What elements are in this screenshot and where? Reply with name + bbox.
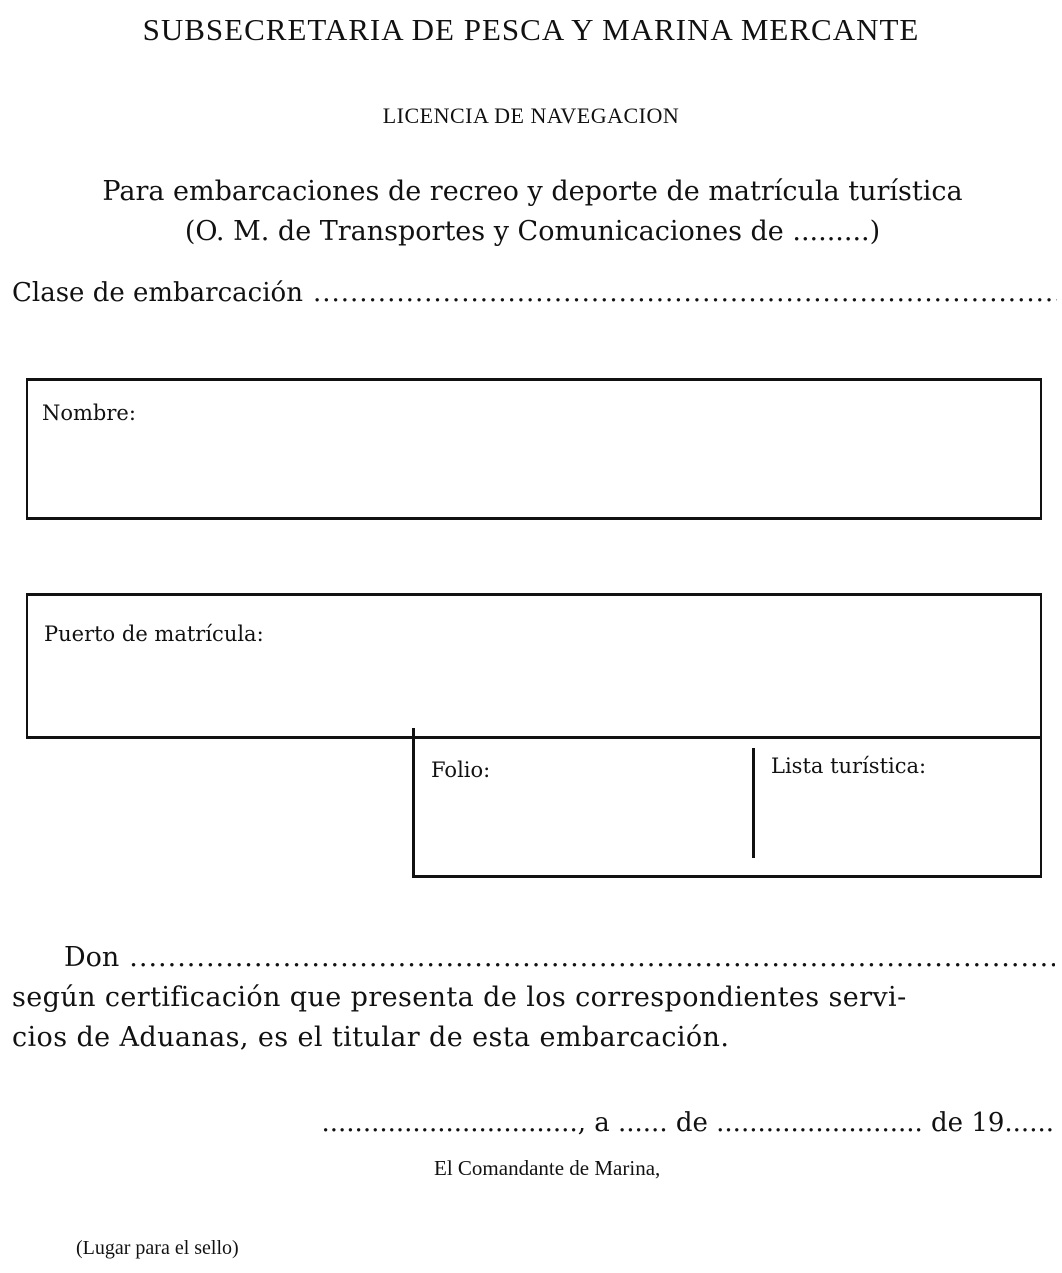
declaration-line-1: según certificación que presenta de los correspondientes servi-: [12, 982, 907, 1013]
puerto-label: Puerto de matrícula:: [44, 622, 264, 646]
date-line: ..............................., a ...... de ......................... de 19......: [321, 1108, 1054, 1138]
puerto-box: [26, 593, 1042, 739]
puerto-box-right-edge: [1040, 593, 1042, 728]
lista-label: Lista turística:: [771, 754, 927, 778]
folio-lista-box: [412, 728, 1042, 878]
intro-line-1: Para embarcaciones de recreo y deporte de matrícula turística: [102, 176, 963, 207]
document-subtitle: LICENCIA DE NAVEGACION: [382, 103, 680, 128]
seal-placeholder: (Lugar para el sello): [76, 1237, 239, 1259]
clase-label: Clase de embarcación: [12, 278, 303, 308]
don-label: Don: [64, 942, 120, 973]
intro-line-2: (O. M. de Transportes y Comunicaciones de .........): [184, 216, 881, 247]
document-title: SUBSECRETARIA DE PESCA Y MARINA MERCANTE: [142, 12, 920, 47]
folio-label: Folio:: [431, 758, 491, 782]
folio-lista-divider: [752, 748, 755, 858]
don-dotted-fill: [129, 942, 1055, 973]
declaration-text: [12, 978, 1052, 1058]
clase-dotted-fill: [313, 278, 1057, 308]
don-field: [64, 942, 1055, 973]
intro-paragraph: [10, 172, 1055, 252]
clase-field: [12, 278, 1057, 308]
nombre-label: Nombre:: [42, 401, 136, 425]
declaration-line-2: cios de Aduanas, es el titular de esta embarcación.: [12, 1022, 730, 1053]
nombre-box: [26, 378, 1042, 520]
signer-title: El Comandante de Marina,: [434, 1156, 661, 1180]
